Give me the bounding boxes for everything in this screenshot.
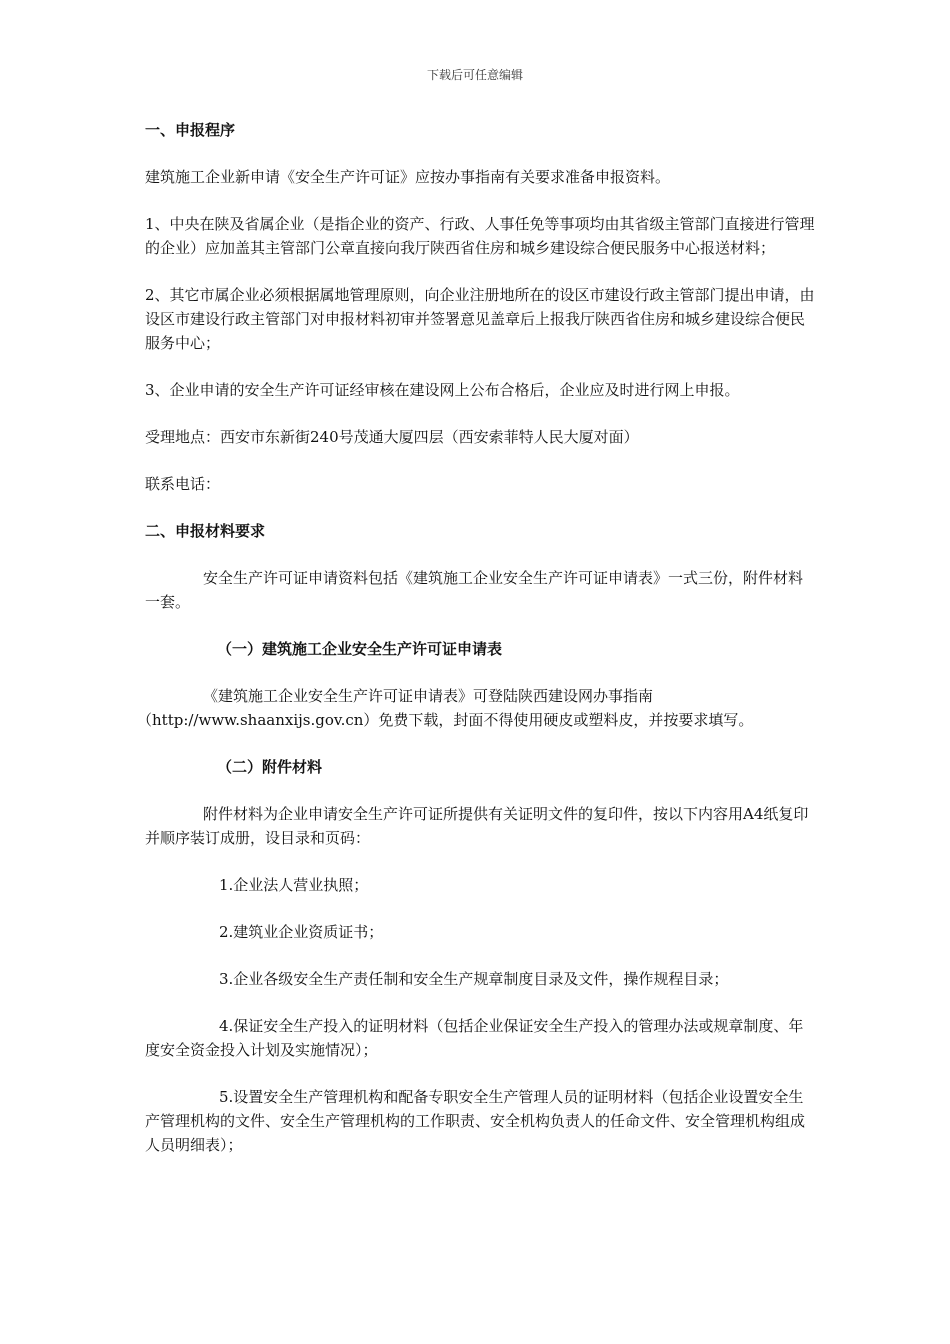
section-2-intro: 安全生产许可证申请资料包括《建筑施工企业安全生产许可证申请表》一式三份，附件材料一套。 — [145, 569, 804, 611]
section-2-title: 二、申报材料要求 — [145, 522, 266, 540]
attachment-item-1: 1.企业法人营业执照； — [219, 876, 369, 894]
attachment-item-4: 4.保证安全生产投入的证明材料（包括企业保证安全生产投入的管理办法或规章制度、年度安全资金投入计划及实施情况）； — [145, 1017, 804, 1059]
page-header-note: 下载后可任意编辑 — [426, 68, 523, 82]
subsection-2-title: （二）附件材料 — [217, 758, 323, 776]
subsection-1-text — [137, 684, 815, 732]
section-1-intro: 建筑施工企业新申请《安全生产许可证》应按办事指南有关要求准备申报资料。 — [145, 168, 671, 186]
subsection-1-title: （一）建筑施工企业安全生产许可证申请表 — [217, 640, 503, 658]
address-line: 受理地点：西安市东新街240号茂通大厦四层（西安索菲特人民大厦对面） — [145, 428, 639, 446]
subsection-2-intro: 附件材料为企业申请安全生产许可证所提供有关证明文件的复印件，按以下内容用A4纸复印并顺序装订成册，设目录和页码： — [145, 805, 809, 847]
section-1-item-2: 2、其它市属企业必须根据属地管理原则，向企业注册地所在的设区市建设行政主管部门提出申请，由设区市建设行政主管部门对申报材料初审并签署意见盖章后上报我厅陕西省住房和城乡建设综合便民服务中心； — [145, 286, 815, 352]
section-1-item-1: 1、中央在陕及省属企业（是指企业的资产、行政、人事任免等事项均由其省级主管部门直接进行管理的企业）应加盖其主管部门公章直接向我厅陕西省住房和城乡建设综合便民服务中心报送材料； — [145, 215, 815, 257]
document-body — [137, 118, 815, 1180]
section-1-title: 一、申报程序 — [145, 121, 236, 139]
phone-line: 联系电话： — [145, 475, 221, 493]
attachment-item-2: 2.建筑业企业资质证书； — [219, 923, 384, 941]
attachment-item-3: 3.企业各级安全生产责任制和安全生产规章制度目录及文件，操作规程目录； — [219, 970, 729, 988]
subsection-1-line-2: （http://www.shaanxijs.gov.cn）免费下载，封面不得使用硬皮或塑料皮，并按要求填写。 — [137, 711, 754, 729]
section-1-item-3: 3、企业申请的安全生产许可证经审核在建设网上公布合格后，企业应及时进行网上申报。 — [145, 381, 740, 399]
subsection-1-line-1: 《建筑施工企业安全生产许可证申请表》可登陆陕西建设网办事指南 — [203, 687, 654, 705]
attachment-item-5: 5.设置安全生产管理机构和配备专职安全生产管理人员的证明材料（包括企业设置安全生产管理机构的文件、安全生产管理机构的工作职责、安全机构负责人的任命文件、安全管理机构组成人员明细表）； — [145, 1088, 806, 1154]
